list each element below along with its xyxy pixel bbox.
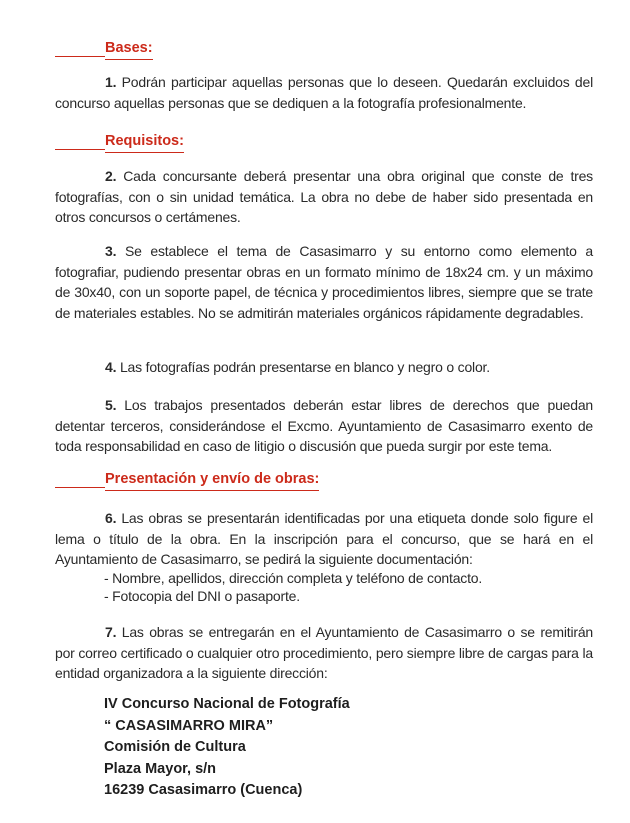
paragraph-text: Las obras se entregarán en el Ayuntamiento de Casasimarro o se remitirán por correo certificado o cualquier otro procedimiento, pero siempre libre de cargas para la entidad organizadora a la siguiente dirección: [55,624,593,681]
paragraph-number: 1. [105,74,117,90]
paragraph-text: Los trabajos presentados deberán estar libres de derechos que puedan detentar terceros, considerándose el Excmo. Ayuntamiento de Casasimarro exento de toda responsabilidad en caso de litigio o discusión que pueda surgir por este tema. [55,397,593,454]
paragraph-6 [55,508,593,570]
paragraph-1 [55,72,593,113]
paragraph-text: Las fotografías podrán presentarse en blanco y negro o color. [116,359,490,375]
postal-address [104,694,504,802]
heading-bases [55,38,595,60]
heading-rule [55,149,105,150]
paragraph-2 [55,166,593,228]
paragraph-number: 3. [105,243,117,259]
paragraph-number: 7. [105,624,117,640]
paragraph-number: 2. [105,168,117,184]
paragraph-text: Podrán participar aquellas personas que lo deseen. Quedarán excluidos del concurso aquellas personas que se dediquen a la fotografía profesionalmente. [55,74,593,111]
paragraph-7 [55,622,593,684]
heading-requisitos-text: Requisitos: [105,131,184,153]
address-line: Plaza Mayor, s/n [104,760,217,777]
paragraph-number: 6. [105,510,117,526]
list-item: - Fotocopia del DNI o pasaporte. [104,588,300,604]
heading-presentacion [55,469,595,491]
paragraph-4 [55,357,593,378]
list-item: - Nombre, apellidos, dirección completa y teléfono de contacto. [104,570,483,586]
address-line: 16239 Casasimarro (Cuenca) [104,782,303,798]
heading-presentacion-text: Presentación y envío de obras: [105,469,319,491]
paragraph-number: 4. [105,359,117,375]
address-line: “ CASASIMARRO MIRA” [104,717,274,734]
paragraph-text: Cada concursante deberá presentar una obra original que conste de tres fotografías, con o sin unidad temática. La obra no debe de haber sido presentada en otros concursos o certámenes. [55,168,593,225]
address-line: Comisión de Cultura [104,739,246,755]
address-line: IV Concurso Nacional de Fotografía [104,696,350,712]
paragraph-3 [55,241,593,323]
paragraph-text: Las obras se presentarán identificadas por una etiqueta donde solo figure el lema o título de la obra. En la inscripción para el concurso, que se hará en el Ayuntamiento de Casasimarro, se pedirá la siguiente documentación: [55,510,593,567]
paragraph-5 [55,395,593,457]
heading-rule [55,56,105,57]
paragraph-number: 5. [105,397,117,413]
heading-rule [55,487,105,488]
heading-bases-text: Bases: [105,38,153,60]
paragraph-text: Se establece el tema de Casasimarro y su entorno como elemento a fotografiar, pudiendo presentar obras en un formato mínimo de 18x24 cm. y un máximo de 30x40, con un soporte papel, de técnica y procedimientos libres, siempre que se trate de materiales estables. No se admitirán materiales orgánicos rápidamente degradables. [55,243,593,321]
heading-requisitos [55,131,595,153]
